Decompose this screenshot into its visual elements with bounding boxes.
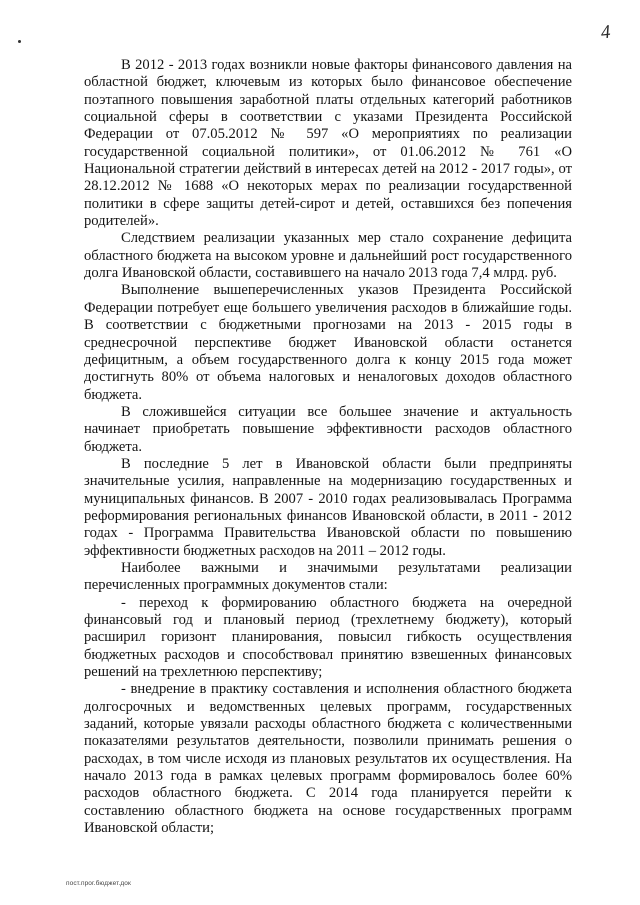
page-number: 4: [599, 21, 612, 44]
document-body: [84, 57, 572, 837]
paragraph: В 2012 - 2013 годах возникли новые факторы финансового давления на областной бюджет, ключевым из которых было финансовое обеспечение поэтапного повышения заработной платы отдельных категорий работников социальной сферы в соответствии с указами Президента Российской Федерации от 07.05.2012 № 597 «О мероприятиях по реализации государственной социальной политики», от 01.06.2012 № 761 «О Национальной стратегии действий в интересах детей на 2012 - 2017 годы», от 28.12.2012 № 1688 «О некоторых мерах по реализации государственной политики в сфере защиты детей-сирот и детей, оставшихся без попечения родителей».: [84, 57, 572, 230]
paragraph: Следствием реализации указанных мер стало сохранение дефицита областного бюджета на высоком уровне и дальнейший рост государственного долга Ивановской области, составившего на начало 2013 года 7,4 млрд. руб.: [84, 230, 572, 282]
paragraph: В последние 5 лет в Ивановской области были предприняты значительные усилия, направленные на модернизацию государственных и муниципальных финансов. В 2007 - 2010 годах реализовывалась Программа реформирования региональных финансов Ивановской области, в 2011 - 2012 годах - Программа Правительства Ивановской области по повышению эффективности бюджетных расходов на 2011 – 2012 годы.: [84, 455, 572, 559]
scan-dot: [18, 40, 21, 43]
footer-file-label: пост.прог.бюджет.док: [66, 880, 131, 887]
paragraph: В сложившейся ситуации все большее значение и актуальность начинает приобретать повышение эффективности расходов областного бюджета.: [84, 403, 572, 455]
paragraph: Выполнение вышеперечисленных указов Президента Российской Федерации потребует еще большего увеличения расходов в ближайшие годы. В соответствии с бюджетными прогнозами на 2013 - 2015 годы в среднесрочной перспективе бюджет Ивановской области останется дефицитным, а объем государственного долга к концу 2015 года может достигнуть 80% от объема налоговых и неналоговых доходов областного бюджета.: [84, 282, 572, 403]
paragraph: Наиболее важными и значимыми результатами реализации перечисленных программных документов стали:: [84, 559, 572, 594]
list-item-paragraph: - внедрение в практику составления и исполнения областного бюджета долгосрочных и ведомственных целевых программ, государственных заданий, которые увязали расходы областного бюджета с количественными показателями результатов деятельности, позволили принимать решения о расходах, в том числе исходя из плановых результатов их осуществления. На начало 2013 года в рамках целевых программ формировалось более 60% расходов областного бюджета. С 2014 года планируется перейти к составлению областного бюджета на основе государственных программ Ивановской области;: [84, 681, 572, 837]
list-item-paragraph: - переход к формированию областного бюджета на очередной финансовый год и плановый период (трехлетнему бюджету), который расширил горизонт планирования, повысил гибкость осуществления бюджетных расходов и способствовал принятию взвешенных финансовых решений на трехлетнюю перспективу;: [84, 594, 572, 681]
